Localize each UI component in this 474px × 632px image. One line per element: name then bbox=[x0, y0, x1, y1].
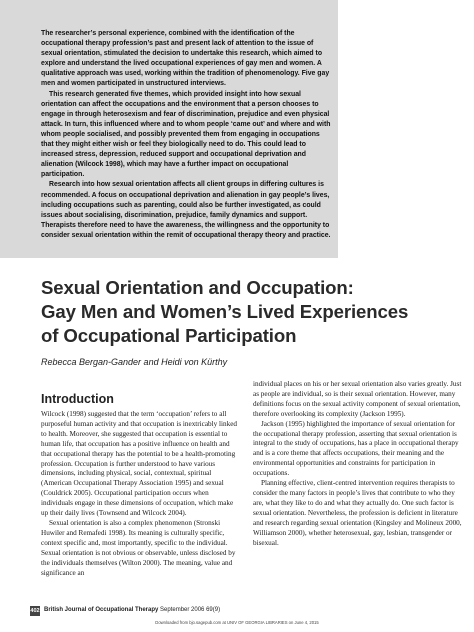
abstract-paragraph: This research generated five themes, which provided insight into how sexual orientation can affect the occupations and the environment that a person chooses to engage in through heterosexism and fear of discrimination, prejudice and even physical attack. In turn, this influenced where and to whom people ‘came out’ and where and with whom people socialised, and possibly prevented them from engaging in occupations that they might either wish or feel they biologically need to do. This could lead to increased stress, depression, reduced support and occupational deprivation and alienation (Wilcock 1998), which may have a further impact on occupational participation. bbox=[41, 90, 331, 179]
body-paragraph: Sexual orientation is also a complex phenomenon (Stronski Huwiler and Remafedi 1998). Its meaning is culturally specific, context specific and, most importantly, specific to the individual. Sexual orientation is not obvious or observable, unless disclosed by the individuals themselves (Wilton 2000). The meaning, value and significance an bbox=[41, 518, 236, 577]
body-paragraph: individual places on his or her sexual orientation also varies greatly. Just as people are individual, so is their sexual orientation. However, many definitions focus on the sexual activity component of sexual orientation, therefore overlooking its complexity (Jackson 1995). bbox=[253, 380, 462, 418]
authors: Rebecca Bergan-Gander and Heidi von Kürthy bbox=[41, 357, 228, 367]
body-paragraph: Jackson (1995) highlighted the importance of sexual orientation for the occupational therapy profession, asserting that sexual orientation is integral to the study of occupations, has a place in occupational therapy and is a core theme that affects occupations, their meaning and the environmental opportunities and constraints for participation in occupations. bbox=[253, 419, 459, 478]
title-line: Sexual Orientation and Occupation: bbox=[41, 277, 354, 298]
body-paragraph: Wilcock (1998) suggested that the term ‘occupation’ refers to all purposeful human activity and that occupation is inextricably linked to health. Moreover, she suggested that occupation is essential to human life, that occupation has a positive influence on health and that occupational therapy has the potential to be a health-promoting profession. Occupation is further understood to have various dimensions, including physical, social, contextual, spiritual (American Occupational Therapy Association 1995) and sexual (Couldrick 2005). Occupational participation occurs when individuals engage in these dimensions of occupation, which make up their daily lives (Townsend and Wilcock 2004). bbox=[41, 410, 238, 518]
abstract bbox=[41, 29, 333, 241]
abstract-paragraph: The researcher’s personal experience, combined with the identification of the occupational therapy profession’s past and present lack of attention to the issue of sexual orientation, stimulated the decision to undertake this research, which aimed to explore and understand the lived occupational experiences of gay men and women. A qualitative approach was used, working within the tradition of phenomenology. Five gay men and women participated in unstructured interviews. bbox=[41, 30, 330, 88]
right-column bbox=[253, 380, 463, 548]
journal-issue: September 2006 69(9) bbox=[160, 607, 221, 613]
article-title bbox=[41, 276, 461, 348]
abstract-paragraph: Research into how sexual orientation affects all client groups in differing cultures is recommended. A focus on occupational deprivation and alienation in gay people’s lives, including occupations such as parenting, could also be further investigated, as could issues about socialising, discrimination, prejudice, family dynamics and support. Therapists therefore need to have the awareness, the willingness and the opportunity to consider sexual orientation within the remit of occupational therapy theory and practice. bbox=[41, 181, 331, 239]
title-line: Gay Men and Women’s Lived Experiences bbox=[41, 301, 409, 322]
journal-footer bbox=[44, 607, 220, 613]
section-heading: Introduction bbox=[41, 392, 114, 406]
left-column bbox=[41, 392, 237, 578]
download-note: Downloaded from bjo.sagepub.com at UNIV OF GEORGIA LIBRARIES on June 4, 2015 bbox=[155, 620, 319, 625]
body-paragraph: Planning effective, client-centred intervention requires therapists to consider the many factors in people’s lives that contribute to who they are, what they like to do and what they actually do. One such factor is sexual orientation. Nevertheless, the profession is deficient in literature and research regarding sexual orientation (Kingsley and Molineux 2000, Williamson 2000), whether heterosexual, gay, lesbian, transgender or bisexual. bbox=[253, 479, 462, 547]
journal-name: British Journal of Occupational Therapy bbox=[44, 607, 159, 613]
title-line: of Occupational Participation bbox=[41, 325, 297, 346]
page-number: 402 bbox=[30, 608, 40, 614]
